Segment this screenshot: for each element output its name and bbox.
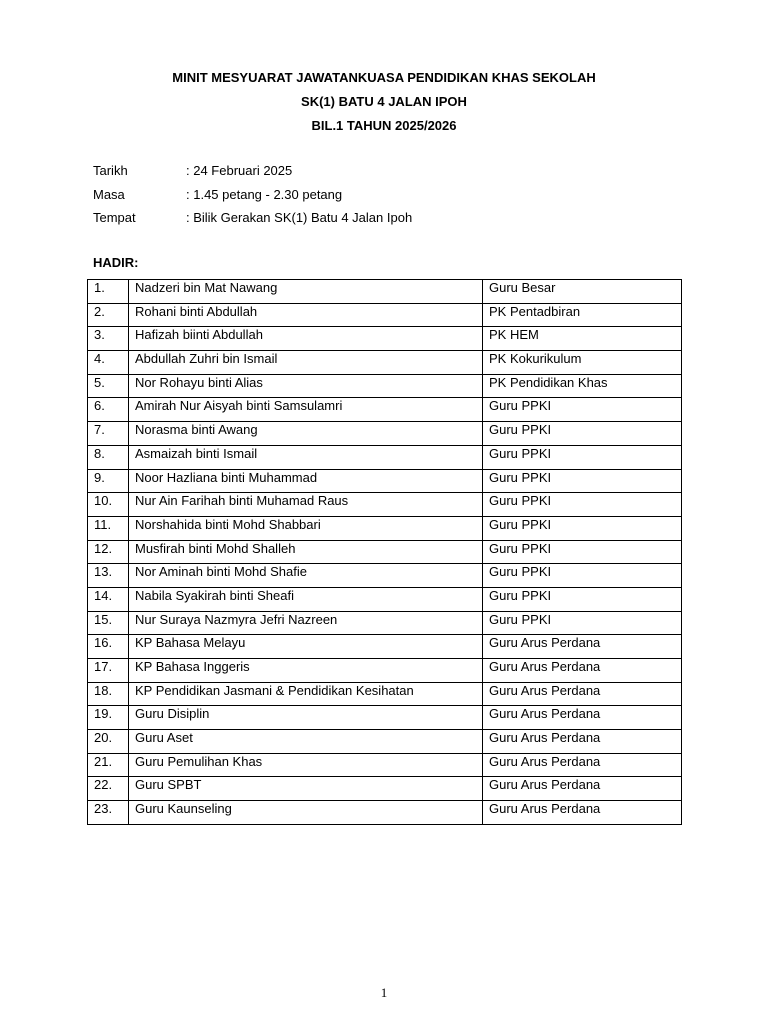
meeting-details (93, 161, 693, 232)
row-number: 1. (88, 280, 129, 304)
row-number: 13. (88, 564, 129, 588)
row-number: 8. (88, 445, 129, 469)
attendee-name: KP Bahasa Melayu (129, 635, 483, 659)
meeting-place-label: Tempat (93, 210, 136, 225)
row-number: 16. (88, 635, 129, 659)
row-number: 10. (88, 493, 129, 517)
row-number: 20. (88, 730, 129, 754)
attendee-role: Guru PPKI (483, 422, 682, 446)
row-number: 11. (88, 516, 129, 540)
attendee-role: Guru Arus Perdana (483, 801, 682, 825)
row-number: 23. (88, 801, 129, 825)
attendee-name: Hafizah biinti Abdullah (129, 327, 483, 351)
attendee-name: Norshahida binti Mohd Shabbari (129, 516, 483, 540)
table-row (88, 540, 682, 564)
meeting-place-value: : Bilik Gerakan SK(1) Batu 4 Jalan Ipoh (186, 210, 413, 225)
row-number: 22. (88, 777, 129, 801)
title-line-3: BIL.1 TAHUN 2025/2026 (311, 118, 457, 133)
meeting-time-label: Masa (93, 186, 125, 202)
document-title (0, 68, 768, 140)
table-row (88, 801, 682, 825)
attendee-name: Guru Aset (129, 730, 483, 754)
attendee-name: Nur Suraya Nazmyra Jefri Nazreen (129, 611, 483, 635)
attendance-table (87, 279, 682, 825)
attendee-role: Guru Arus Perdana (483, 777, 682, 801)
table-row (88, 587, 682, 611)
row-number: 17. (88, 659, 129, 683)
row-number: 5. (88, 374, 129, 398)
row-number: 4. (88, 351, 129, 375)
attendee-name: Nor Aminah binti Mohd Shafie (129, 564, 483, 588)
table-row (88, 564, 682, 588)
table-row (88, 280, 682, 304)
attendee-role: Guru Arus Perdana (483, 753, 682, 777)
attendee-role: Guru Arus Perdana (483, 659, 682, 683)
meeting-date-value: : 24 Februari 2025 (186, 163, 293, 178)
meeting-time-value: : 1.45 petang - 2.30 petang (186, 186, 343, 202)
table-row (88, 682, 682, 706)
table-row (88, 469, 682, 493)
attendee-name: Amirah Nur Aisyah binti Samsulamri (129, 398, 483, 422)
row-number: 12. (88, 540, 129, 564)
table-row (88, 516, 682, 540)
meeting-date-row (93, 161, 693, 185)
title-line-1: MINIT MESYUARAT JAWATANKUASA PENDIDIKAN KHAS SEKOLAH (172, 70, 596, 85)
attendee-name: Noor Hazliana binti Muhammad (129, 469, 483, 493)
table-row (88, 303, 682, 327)
attendee-role: Guru Arus Perdana (483, 706, 682, 730)
attendee-role: PK Pentadbiran (483, 303, 682, 327)
table-row (88, 753, 682, 777)
attendee-role: Guru Arus Perdana (483, 635, 682, 659)
attendee-name: Guru Kaunseling (129, 801, 483, 825)
table-row (88, 611, 682, 635)
table-row (88, 351, 682, 375)
table-row (88, 777, 682, 801)
attendee-name: KP Pendidikan Jasmani & Pendidikan Kesihatan (129, 682, 483, 706)
row-number: 3. (88, 327, 129, 351)
attendee-role: Guru PPKI (483, 516, 682, 540)
row-number: 21. (88, 753, 129, 777)
attendee-name: Nadzeri bin Mat Nawang (129, 280, 483, 304)
table-row (88, 422, 682, 446)
title-line-2: SK(1) BATU 4 JALAN IPOH (301, 94, 467, 109)
row-number: 6. (88, 398, 129, 422)
attendee-role: Guru PPKI (483, 493, 682, 517)
attendee-role: Guru Besar (483, 280, 682, 304)
table-row (88, 398, 682, 422)
table-row (88, 374, 682, 398)
row-number: 19. (88, 706, 129, 730)
table-row (88, 327, 682, 351)
row-number: 14. (88, 587, 129, 611)
attendee-name: Musfirah binti Mohd Shalleh (129, 540, 483, 564)
row-number: 9. (88, 469, 129, 493)
attendance-table-body (88, 280, 682, 825)
attendee-name: Guru SPBT (129, 777, 483, 801)
attendee-role: Guru PPKI (483, 469, 682, 493)
table-row (88, 706, 682, 730)
row-number: 7. (88, 422, 129, 446)
table-row (88, 659, 682, 683)
table-row (88, 445, 682, 469)
attendee-role: Guru PPKI (483, 398, 682, 422)
attendee-role: Guru Arus Perdana (483, 730, 682, 754)
attendee-name: Asmaizah binti Ismail (129, 445, 483, 469)
meeting-date-label: Tarikh (93, 163, 128, 178)
row-number: 2. (88, 303, 129, 327)
attendee-name: Guru Disiplin (129, 706, 483, 730)
attendee-role: Guru PPKI (483, 445, 682, 469)
attendee-role: Guru PPKI (483, 611, 682, 635)
row-number: 15. (88, 611, 129, 635)
row-number: 18. (88, 682, 129, 706)
attendance-heading: HADIR: (93, 255, 139, 270)
attendee-role: Guru PPKI (483, 587, 682, 611)
attendee-name: Rohani binti Abdullah (129, 303, 483, 327)
attendee-role: Guru Arus Perdana (483, 682, 682, 706)
attendee-name: Guru Pemulihan Khas (129, 753, 483, 777)
attendee-name: Abdullah Zuhri bin Ismail (129, 351, 483, 375)
attendee-role: Guru PPKI (483, 564, 682, 588)
attendee-role: PK HEM (483, 327, 682, 351)
table-row (88, 635, 682, 659)
attendee-role: PK Kokurikulum (483, 351, 682, 375)
attendee-name: Norasma binti Awang (129, 422, 483, 446)
attendee-name: Nabila Syakirah binti Sheafi (129, 587, 483, 611)
attendee-name: Nur Ain Farihah binti Muhamad Raus (129, 493, 483, 517)
attendee-name: Nor Rohayu binti Alias (129, 374, 483, 398)
attendee-name: KP Bahasa Inggeris (129, 659, 483, 683)
table-row (88, 493, 682, 517)
page-number: 1 (380, 985, 388, 1000)
meeting-time-row (93, 185, 693, 209)
meeting-place-row (93, 208, 693, 232)
attendee-role: PK Pendidikan Khas (483, 374, 682, 398)
attendee-role: Guru PPKI (483, 540, 682, 564)
table-row (88, 730, 682, 754)
